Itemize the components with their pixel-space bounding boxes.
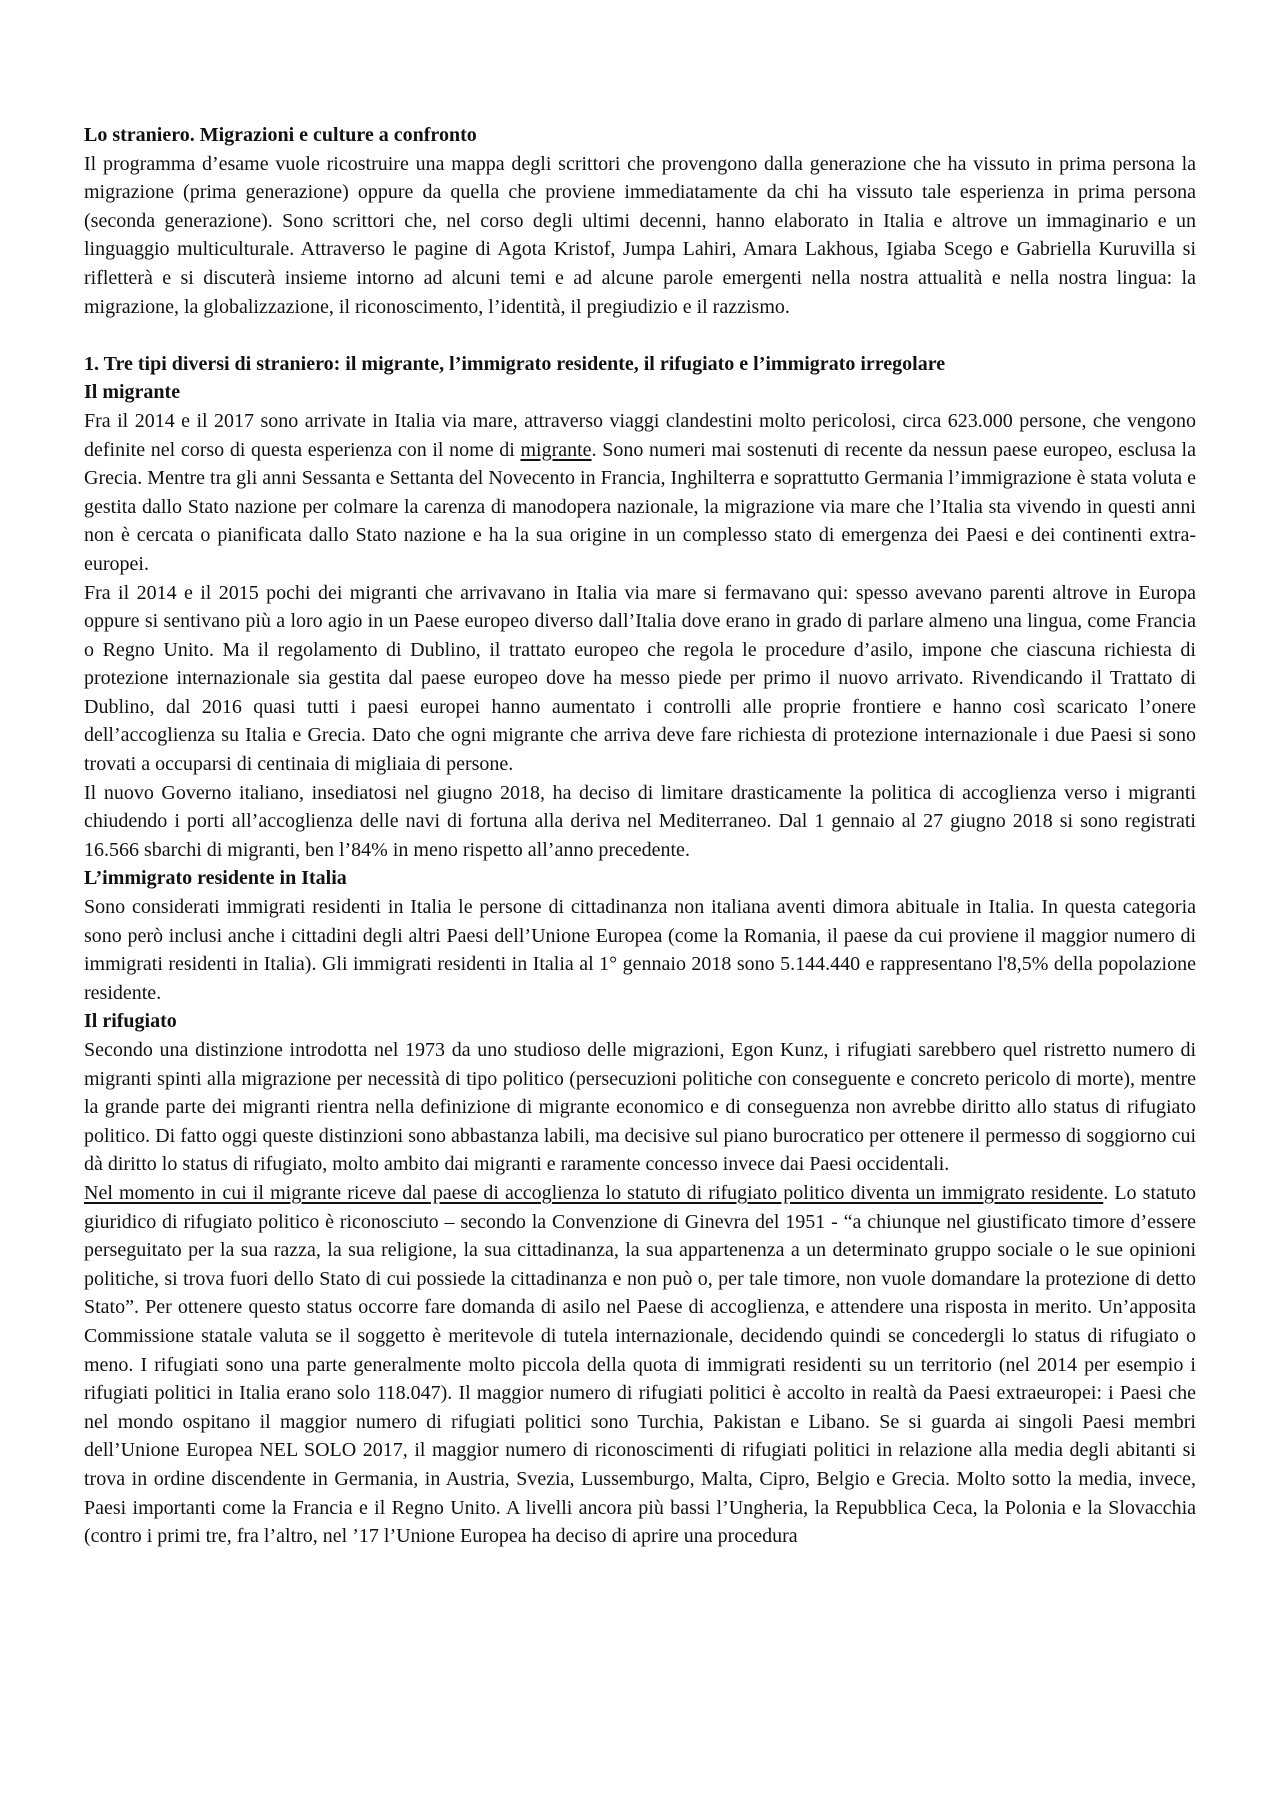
text-span: . Sono numeri mai sostenuti di recente da nessun paese europeo, esclusa la Grecia. Mentre tra gli anni Sessanta e Settanta del Novecento in Francia, Inghilterra e soprattutto Germania l’immigrazione è stata voluta e gestita dallo Stato nazione per colmare la carenza di manodopera nazionale, la migrazione via mare che l’Italia sta vivendo in questi anni non è cercata o pianificata dallo Stato nazione e ha la sua origine in un complesso stato di emergenza dei Paesi e dei continenti extra-europei. [84,438,1196,575]
rifugiato-paragraph-1: Secondo una distinzione introdotta nel 1973 da uno studioso delle migrazioni, Egon Kunz, i rifugiati sarebbero quel ristretto numero di migranti spinti alla migrazione per necessità di tipo politico (persecuzioni politiche con conseguente e concreto pericolo di morte), mentre la grande parte dei migranti rientra nella definizione di migrante economico e di conseguenza non avrebbe diritto allo status di rifugiato politico. Di fatto oggi queste distinzioni sono abbastanza labili, ma decisive sul piano burocratico per ottenere il permesso di soggiorno cui dà diritto lo status di rifugiato, molto ambito dai migranti e raramente concesso invece dai Paesi occidentali. [84,1039,1196,1176]
underlined-sentence: Nel momento in cui il migrante riceve dal paese di accoglienza lo statuto di rifugiato politico diventa un immigrato residente [84,1181,1104,1204]
subheading-rifugiato: Il rifugiato [84,1010,177,1033]
residente-paragraph-1: Sono considerati immigrati residenti in Italia le persone di cittadinanza non italiana aventi dimora abituale in Italia. In questa categoria sono però inclusi anche i cittadini degli altri Paesi dell’Unione Europea (come la Romania, il paese da cui proviene il maggior numero di immigrati residenti in Italia). Gli immigrati residenti in Italia al 1° gennaio 2018 sono 5.144.440 e rappresentano l'8,5% della popolazione residente. [84,896,1196,1004]
migrante-paragraph-3: Il nuovo Governo italiano, insediatosi nel giugno 2018, ha deciso di limitare drasticamente la politica di accoglienza verso i migranti chiudendo i porti all’accoglienza delle navi di fortuna alla deriva nel Mediterraneo. Dal 1 gennaio al 27 giugno 2018 si sono registrati 16.566 sbarchi di migranti, ben l’84% in meno rispetto all’anno precedente. [84,781,1196,861]
underlined-term: migrante [520,438,592,461]
text-span: . Lo statuto giuridico di rifugiato politico è riconosciuto – secondo la Convenzione di Ginevra del 1951 - “a chiunque nel giustificato timore d’essere perseguitato per la sua razza, la sua religione, la sua cittadinanza, la sua appartenenza a un determinato gruppo sociale o le sue opinioni politiche, si trova fuori dello Stato di cui possiede la cittadinanza e non può o, per tale timore, non vuole domandare la protezione di detto Stato”. Per ottenere questo status occorre fare domanda di asilo nel Paese di accoglienza, e attendere una risposta in merito. Un’apposita Commissione statale valuta se il soggetto è meritevole di tutela internazionale, decidendo quindi se concedergli lo status di rifugiato o meno. I rifugiati sono una parte generalmente molto piccola della quota di immigrati residenti su un territorio (nel 2014 per esempio i rifugiati politici in Italia erano solo 118.047). Il maggior numero di rifugiati politici è accolto in realtà da Paesi extraeuropei: i Paesi che nel mondo ospitano il maggior numero di rifugiati politici sono Turchia, Pakistan e Libano. Se si guarda ai singoli Paesi membri dell’Unione Europea NEL SOLO 2017, il maggior numero di riconoscimenti di rifugiati politici in relazione alla media degli abitanti si trova in ordine discendente in Germania, in Austria, Svezia, Lussemburgo, Malta, Cipro, Belgio e Grecia. Molto sotto la media, invece, Paesi importanti come la Francia e il Regno Unito. A livelli ancora più bassi l’Ungheria, la Repubblica Ceca, la Polonia e la Slovacchia (contro i primi tre, fra l’altro, nel ’17 l’Unione Europea ha deciso di aprire una procedura [84,1181,1196,1548]
document-title: Lo straniero. Migrazioni e culture a confronto [84,124,477,146]
section-heading: 1. Tre tipi diversi di straniero: il migrante, l’immigrato residente, il rifugiato e l’immigrato irregolare [84,352,946,375]
subheading-residente: L’immigrato residente in Italia [84,867,347,890]
text-span: Fra il 2014 e il 2017 sono arrivate in Italia via mare, attraverso viaggi clandestini molto pericolosi, circa 623.000 persone, che vengono definite nel corso di questa esperienza con il nome di [84,409,1196,461]
migrante-paragraph-1 [84,407,1196,579]
subheading-migrante: Il migrante [84,381,181,404]
rifugiato-paragraph-2 [84,1179,1196,1551]
document-page [84,121,1196,1551]
migrante-paragraph-2: Fra il 2014 e il 2015 pochi dei migranti che arrivavano in Italia via mare si fermavano qui: spesso avevano parenti altrove in Europa oppure si sentivano più a loro agio in un Paese europeo diverso dall’Italia dove erano in grado di parlare almeno una lingua, come Francia o Regno Unito. Ma il regolamento di Dublino, il trattato europeo che regola le procedure d’asilo, impone che ciascuna richiesta di protezione internazionale sia gestita dal paese europeo dove ha messo piede per primo il nuovo arrivato. Rivendicando il Trattato di Dublino, dal 2016 quasi tutti i paesi europei hanno aumentato i controlli alle proprie frontiere e hanno così scaricato l’onere dell’accoglienza su Italia e Grecia. Dato che ogni migrante che arriva deve fare richiesta di protezione internazionale i due Paesi si sono trovati a occuparsi di centinaia di migliaia di persone. [84,581,1196,776]
paragraph-spacer [84,321,1196,350]
intro-paragraph: Il programma d’esame vuole ricostruire una mappa degli scrittori che provengono dalla generazione che ha vissuto in prima persona la migrazione (prima generazione) oppure da quella che proviene immediatamente da chi ha vissuto tale esperienza in prima persona (seconda generazione). Sono scrittori che, nel corso degli ultimi decenni, hanno elaborato in Italia e altrove un immaginario e un linguaggio multiculturale. Attraverso le pagine di Agota Kristof, Jumpa Lahiri, Amara Lakhous, Igiaba Scego e Gabriella Kuruvilla si rifletterà e si discuterà insieme intorno ad alcuni temi e ad alcune parole emergenti nella nostra attualità e nella nostra lingua: la migrazione, la globalizzazione, il riconoscimento, l’identità, il pregiudizio e il razzismo. [84,152,1196,318]
